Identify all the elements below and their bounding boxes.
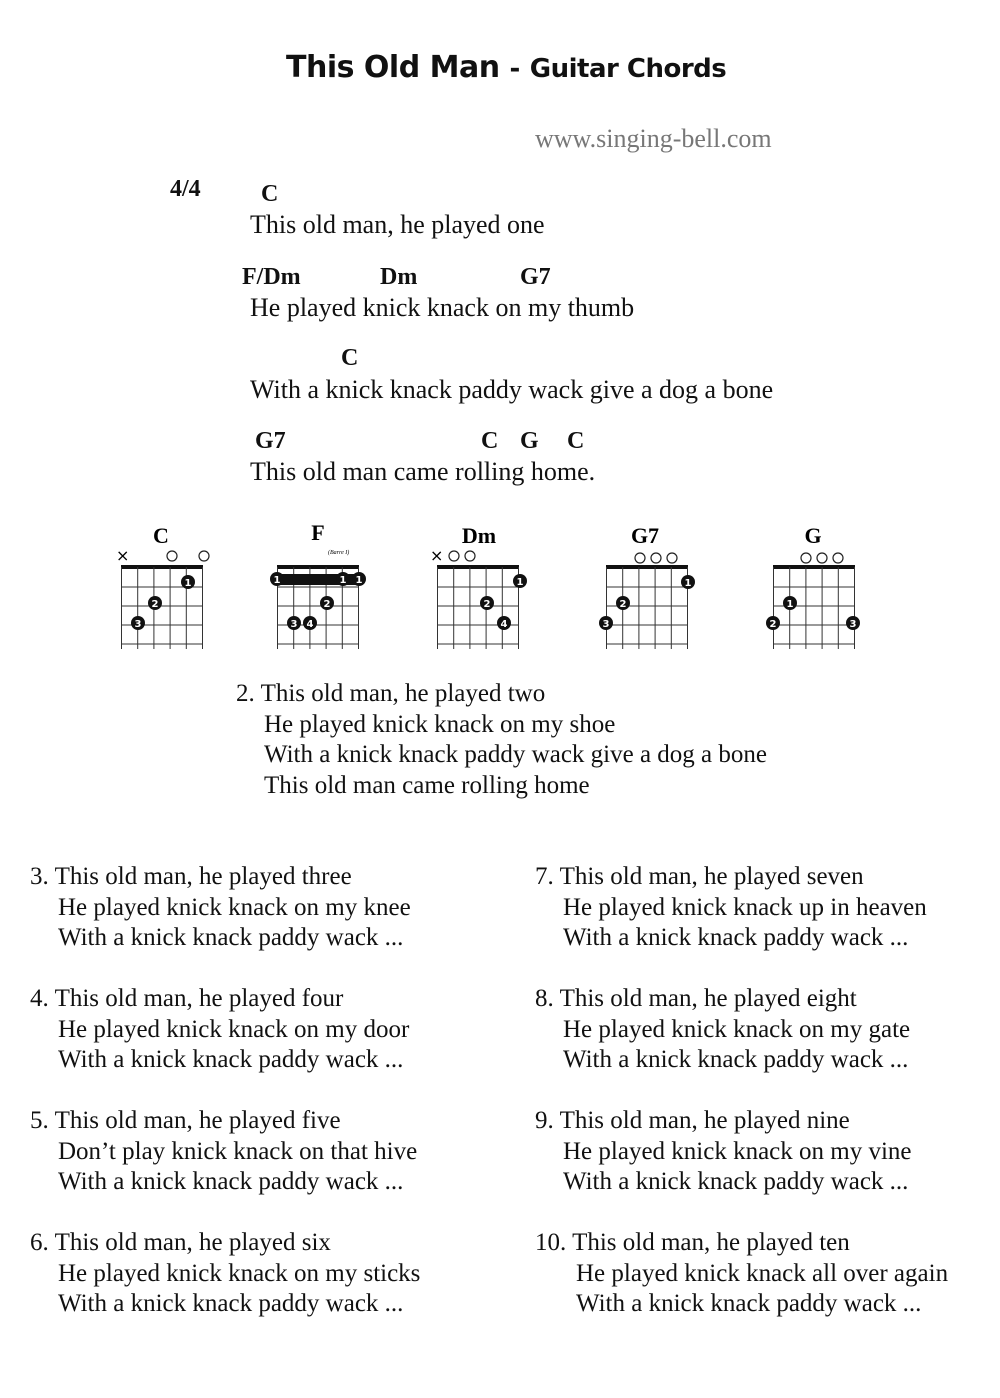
verse-line: This old man, he played three xyxy=(54,863,352,890)
chord-chart-c xyxy=(116,523,209,649)
svg-text:1: 1 xyxy=(355,575,363,586)
svg-text:2: 2 xyxy=(619,599,627,610)
svg-text:4: 4 xyxy=(306,619,314,630)
verse-line: He played knick knack all over again xyxy=(576,1259,949,1287)
chord-label: Dm xyxy=(380,264,418,290)
chord-chart-g xyxy=(766,523,860,649)
verse-line: This old man, he played eight xyxy=(559,985,857,1012)
finger-dot xyxy=(131,616,145,630)
lyric-line: With a knick knack paddy wack give a dog a bone xyxy=(250,375,774,404)
verse-line: With a knick knack paddy wack give a dog a bone xyxy=(264,741,767,768)
chord-label: G7 xyxy=(520,264,551,290)
verse-number: 7. xyxy=(535,863,554,890)
open-string-icon xyxy=(651,553,661,563)
verse-line: This old man came rolling home xyxy=(264,771,590,799)
finger-dot xyxy=(270,572,284,586)
finger-dot xyxy=(766,616,780,630)
chord-chart-f xyxy=(270,520,366,649)
finger-dot xyxy=(181,575,195,589)
finger-dot xyxy=(497,616,511,630)
finger-dot xyxy=(681,575,695,589)
open-string-icon xyxy=(465,551,475,561)
svg-text:3: 3 xyxy=(602,619,610,630)
barre-label: (Barre I) xyxy=(328,550,350,556)
svg-text:3: 3 xyxy=(290,619,298,630)
verse-10 xyxy=(535,1228,948,1320)
finger-dot xyxy=(846,616,860,630)
verse-line: Don’t play knick knack on that hive xyxy=(58,1137,418,1165)
verse-line: This old man, he played two xyxy=(260,680,546,707)
verse-line: With a knick knack paddy wack ... xyxy=(563,924,909,951)
chord-label: C xyxy=(261,181,279,207)
verse-4 xyxy=(30,984,409,1076)
open-string-icon xyxy=(199,551,209,561)
muted-string-icon: × xyxy=(116,546,130,565)
svg-text:3: 3 xyxy=(134,619,142,630)
open-string-icon xyxy=(817,553,827,563)
chord-chart-name: G xyxy=(804,523,822,548)
lyric-line: This old man, he played one xyxy=(250,210,545,239)
chord-chart-name: G7 xyxy=(630,523,660,548)
chord-chart-dm xyxy=(430,523,527,649)
svg-text:1: 1 xyxy=(339,575,347,586)
verse-3 xyxy=(30,862,411,954)
chord-label: C xyxy=(341,345,359,371)
verse-line: This old man, he played six xyxy=(54,1229,331,1256)
chord-label: G xyxy=(520,428,539,454)
verse-line: This old man, he played five xyxy=(54,1107,341,1134)
verse-number: 8. xyxy=(535,985,554,1012)
verse-line: This old man, he played four xyxy=(54,985,344,1012)
verse-line: With a knick knack paddy wack ... xyxy=(563,1046,909,1073)
finger-dot xyxy=(287,616,301,630)
chord-chart-name: F xyxy=(311,520,325,545)
svg-text:2: 2 xyxy=(483,599,491,610)
finger-dot xyxy=(616,596,630,610)
verse-6 xyxy=(30,1228,420,1320)
verse-number: 2. xyxy=(236,680,255,707)
svg-text:1: 1 xyxy=(273,575,281,586)
svg-text:3: 3 xyxy=(849,619,857,630)
svg-text:1: 1 xyxy=(516,577,524,588)
verse-line: This old man, he played nine xyxy=(559,1107,850,1134)
verse-line: This old man, he played ten xyxy=(572,1229,850,1256)
time-signature: 4/4 xyxy=(170,176,201,202)
verse-number: 10. xyxy=(535,1229,567,1256)
verse-line: He played knick knack on my gate xyxy=(563,1015,911,1043)
open-string-icon xyxy=(833,553,843,563)
open-string-icon xyxy=(635,553,645,563)
subtitle-text: Guitar Chords xyxy=(529,54,727,84)
svg-text:1: 1 xyxy=(184,578,192,589)
verse-5 xyxy=(30,1106,417,1198)
verse-number: 3. xyxy=(30,863,49,890)
verse-line: This old man, he played seven xyxy=(559,863,864,890)
chord-chart-g7 xyxy=(599,523,695,649)
verse-7 xyxy=(535,862,927,954)
svg-text:2: 2 xyxy=(769,619,777,630)
verse-8 xyxy=(535,984,910,1076)
muted-string-icon: × xyxy=(430,546,444,565)
chord-chart-name: C xyxy=(153,523,169,548)
finger-dot xyxy=(783,596,797,610)
verse-line: With a knick knack paddy wack ... xyxy=(576,1290,922,1317)
verse-line: He played knick knack on my shoe xyxy=(264,710,616,738)
verse-line: With a knick knack paddy wack ... xyxy=(58,1290,404,1317)
finger-dot xyxy=(148,596,162,610)
finger-dot xyxy=(480,596,494,610)
chord-label: G7 xyxy=(255,428,286,454)
open-string-icon xyxy=(801,553,811,563)
verse-line: He played knick knack on my door xyxy=(58,1015,410,1043)
open-string-icon xyxy=(667,553,677,563)
finger-dot xyxy=(336,572,350,586)
chord-label: C xyxy=(481,428,499,454)
verse-9 xyxy=(535,1106,912,1198)
page-title xyxy=(286,50,726,85)
svg-text:4: 4 xyxy=(500,619,508,630)
open-string-icon xyxy=(449,551,459,561)
svg-text:1: 1 xyxy=(684,578,692,589)
verse-line: He played knick knack on my knee xyxy=(58,893,411,921)
verse-number: 5. xyxy=(30,1107,49,1134)
lyric-line: He played knick knack on my thumb xyxy=(250,293,635,322)
chord-label: C xyxy=(567,428,585,454)
verse-2 xyxy=(236,679,767,801)
verse-line: He played knick knack up in heaven xyxy=(563,893,927,921)
finger-dot xyxy=(320,596,334,610)
finger-dot xyxy=(303,616,317,630)
verse-line: With a knick knack paddy wack ... xyxy=(58,1046,404,1073)
chord-charts xyxy=(100,515,880,660)
lyric-line: This old man came rolling home. xyxy=(250,457,596,486)
open-string-icon xyxy=(167,551,177,561)
verse-line: With a knick knack paddy wack ... xyxy=(58,924,404,951)
verse-number: 6. xyxy=(30,1229,49,1256)
svg-text:2: 2 xyxy=(151,599,159,610)
finger-dot xyxy=(599,616,613,630)
verse-number: 9. xyxy=(535,1107,554,1134)
chord-label: F/Dm xyxy=(242,264,301,290)
title-dash: - xyxy=(509,54,520,84)
verse-line: He played knick knack on my vine xyxy=(563,1137,912,1165)
title-text: This Old Man xyxy=(286,50,500,85)
verse-line: With a knick knack paddy wack ... xyxy=(563,1168,909,1195)
website-link[interactable]: www.singing-bell.com xyxy=(535,124,772,153)
finger-dot xyxy=(513,574,527,588)
svg-text:2: 2 xyxy=(323,599,331,610)
verse-line: With a knick knack paddy wack ... xyxy=(58,1168,404,1195)
verse-number: 4. xyxy=(30,985,49,1012)
finger-dot xyxy=(352,572,366,586)
chord-chart-name: Dm xyxy=(461,523,497,548)
verse-line: He played knick knack on my sticks xyxy=(58,1259,421,1287)
svg-text:1: 1 xyxy=(786,599,794,610)
